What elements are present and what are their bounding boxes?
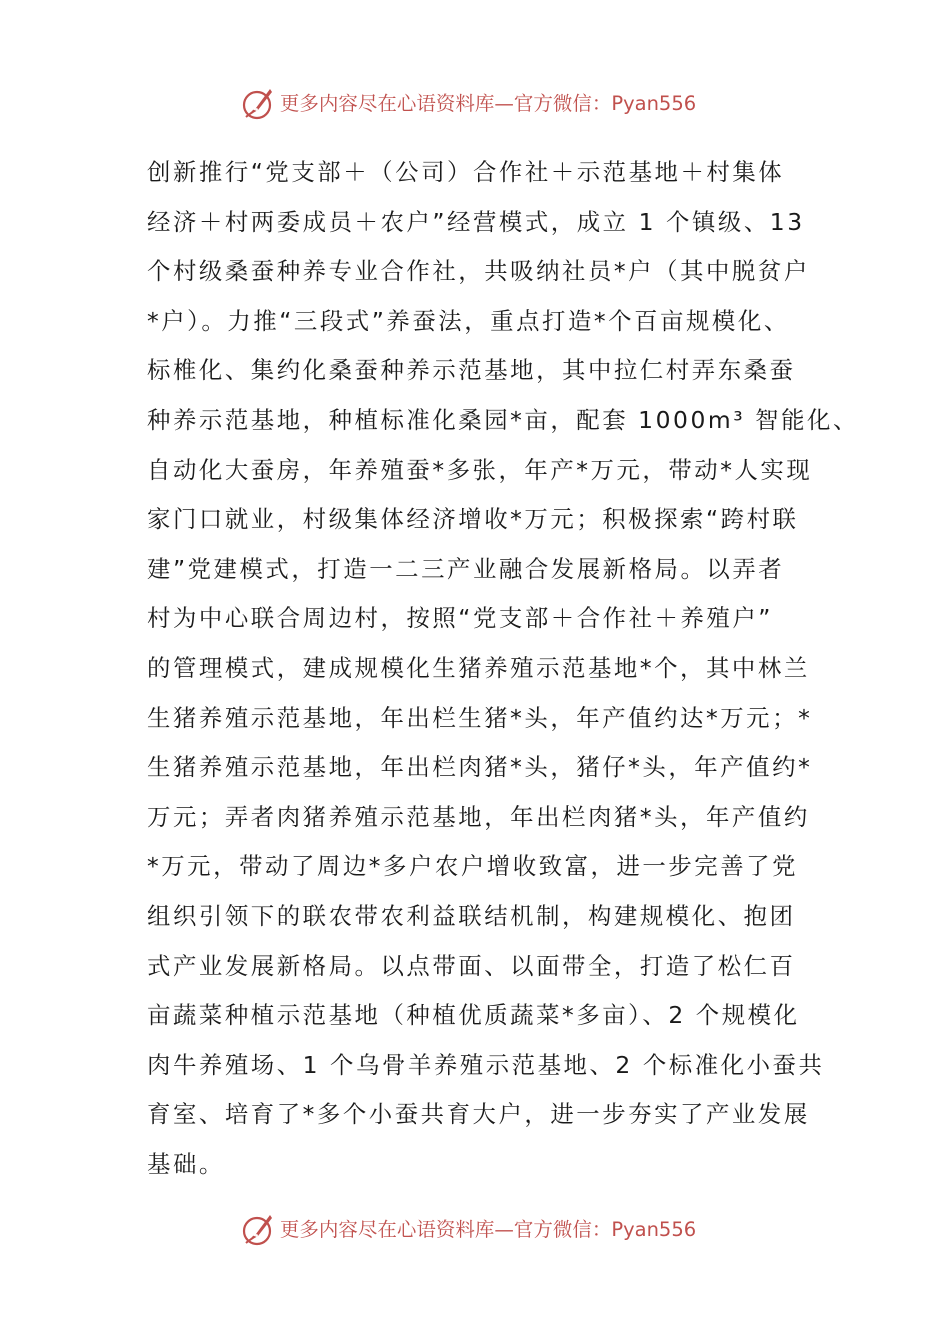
body-line: 生猪养殖示范基地，年出栏肉猪*头，猪仔*头，年产值约* [147, 753, 813, 782]
body-line: 标椎化、集约化桑蚕种养示范基地，其中拉仁村弄东桑蚕 [147, 356, 796, 385]
body-line: 万元；弄者肉猪养殖示范基地，年出栏肉猪*头，年产值约 [147, 802, 810, 831]
pen-nib-logo-icon [240, 1212, 276, 1248]
pen-nib-logo-icon [240, 86, 276, 122]
body-line: 村为中心联合周边村，按照“党支部＋合作社＋养殖户” [147, 604, 773, 633]
body-line: *户）。力推“三段式”养蚕法，重点打造*个百亩规模化、 [147, 306, 790, 335]
body-line: 种养示范基地，种植标准化桑园*亩，配套 1000m³ 智能化、 [147, 405, 859, 434]
body-line: 自动化大蚕房，年养殖蚕*多张，年产*万元，带动*人实现 [147, 455, 813, 484]
body-line: 育室、培育了*多个小蚕共育大户，进一步夯实了产业发展 [147, 1100, 810, 1129]
body-line: 生猪养殖示范基地，年出栏生猪*头，年产值约达*万元；* [147, 703, 813, 732]
header-banner [0, 84, 950, 124]
body-line: 个村级桑蚕种养专业合作社，共吸纳社员*户（其中脱贫户 [147, 257, 810, 286]
body-line: *万元，带动了周边*多户农户增收致富，进一步完善了党 [147, 852, 799, 881]
body-line: 经济＋村两委成员＋农户”经营模式，成立 1 个镇级、13 [147, 207, 805, 236]
body-line: 的管理模式，建成规模化生猪养殖示范基地*个，其中林兰 [147, 653, 810, 682]
body-line: 肉牛养殖场、1 个乌骨羊养殖示范基地、2 个标准化小蚕共 [147, 1050, 825, 1079]
body-text [147, 148, 859, 1189]
footer-banner [0, 1210, 950, 1250]
body-line: 组织引领下的联农带农利益联结机制，构建规模化、抱团 [147, 901, 796, 930]
body-line: 创新推行“党支部＋（公司）合作社＋示范基地＋村集体 [147, 158, 785, 186]
body-line: 基础。 [147, 1149, 225, 1178]
body-line: 家门口就业，村级集体经济增收*万元；积极探索“跨村联 [147, 505, 799, 534]
footer-banner-text: 更多内容尽在心语资料库—官方微信：Pyan556 [279, 1218, 697, 1242]
body-line: 亩蔬菜种植示范基地（种植优质蔬菜*多亩）、2 个规模化 [147, 1001, 800, 1030]
header-banner-text: 更多内容尽在心语资料库—官方微信：Pyan556 [279, 92, 697, 116]
body-line: 式产业发展新格局。以点带面、以面带全，打造了松仁百 [147, 951, 796, 980]
body-line: 建”党建模式，打造一二三产业融合发展新格局。以弄者 [147, 554, 785, 583]
